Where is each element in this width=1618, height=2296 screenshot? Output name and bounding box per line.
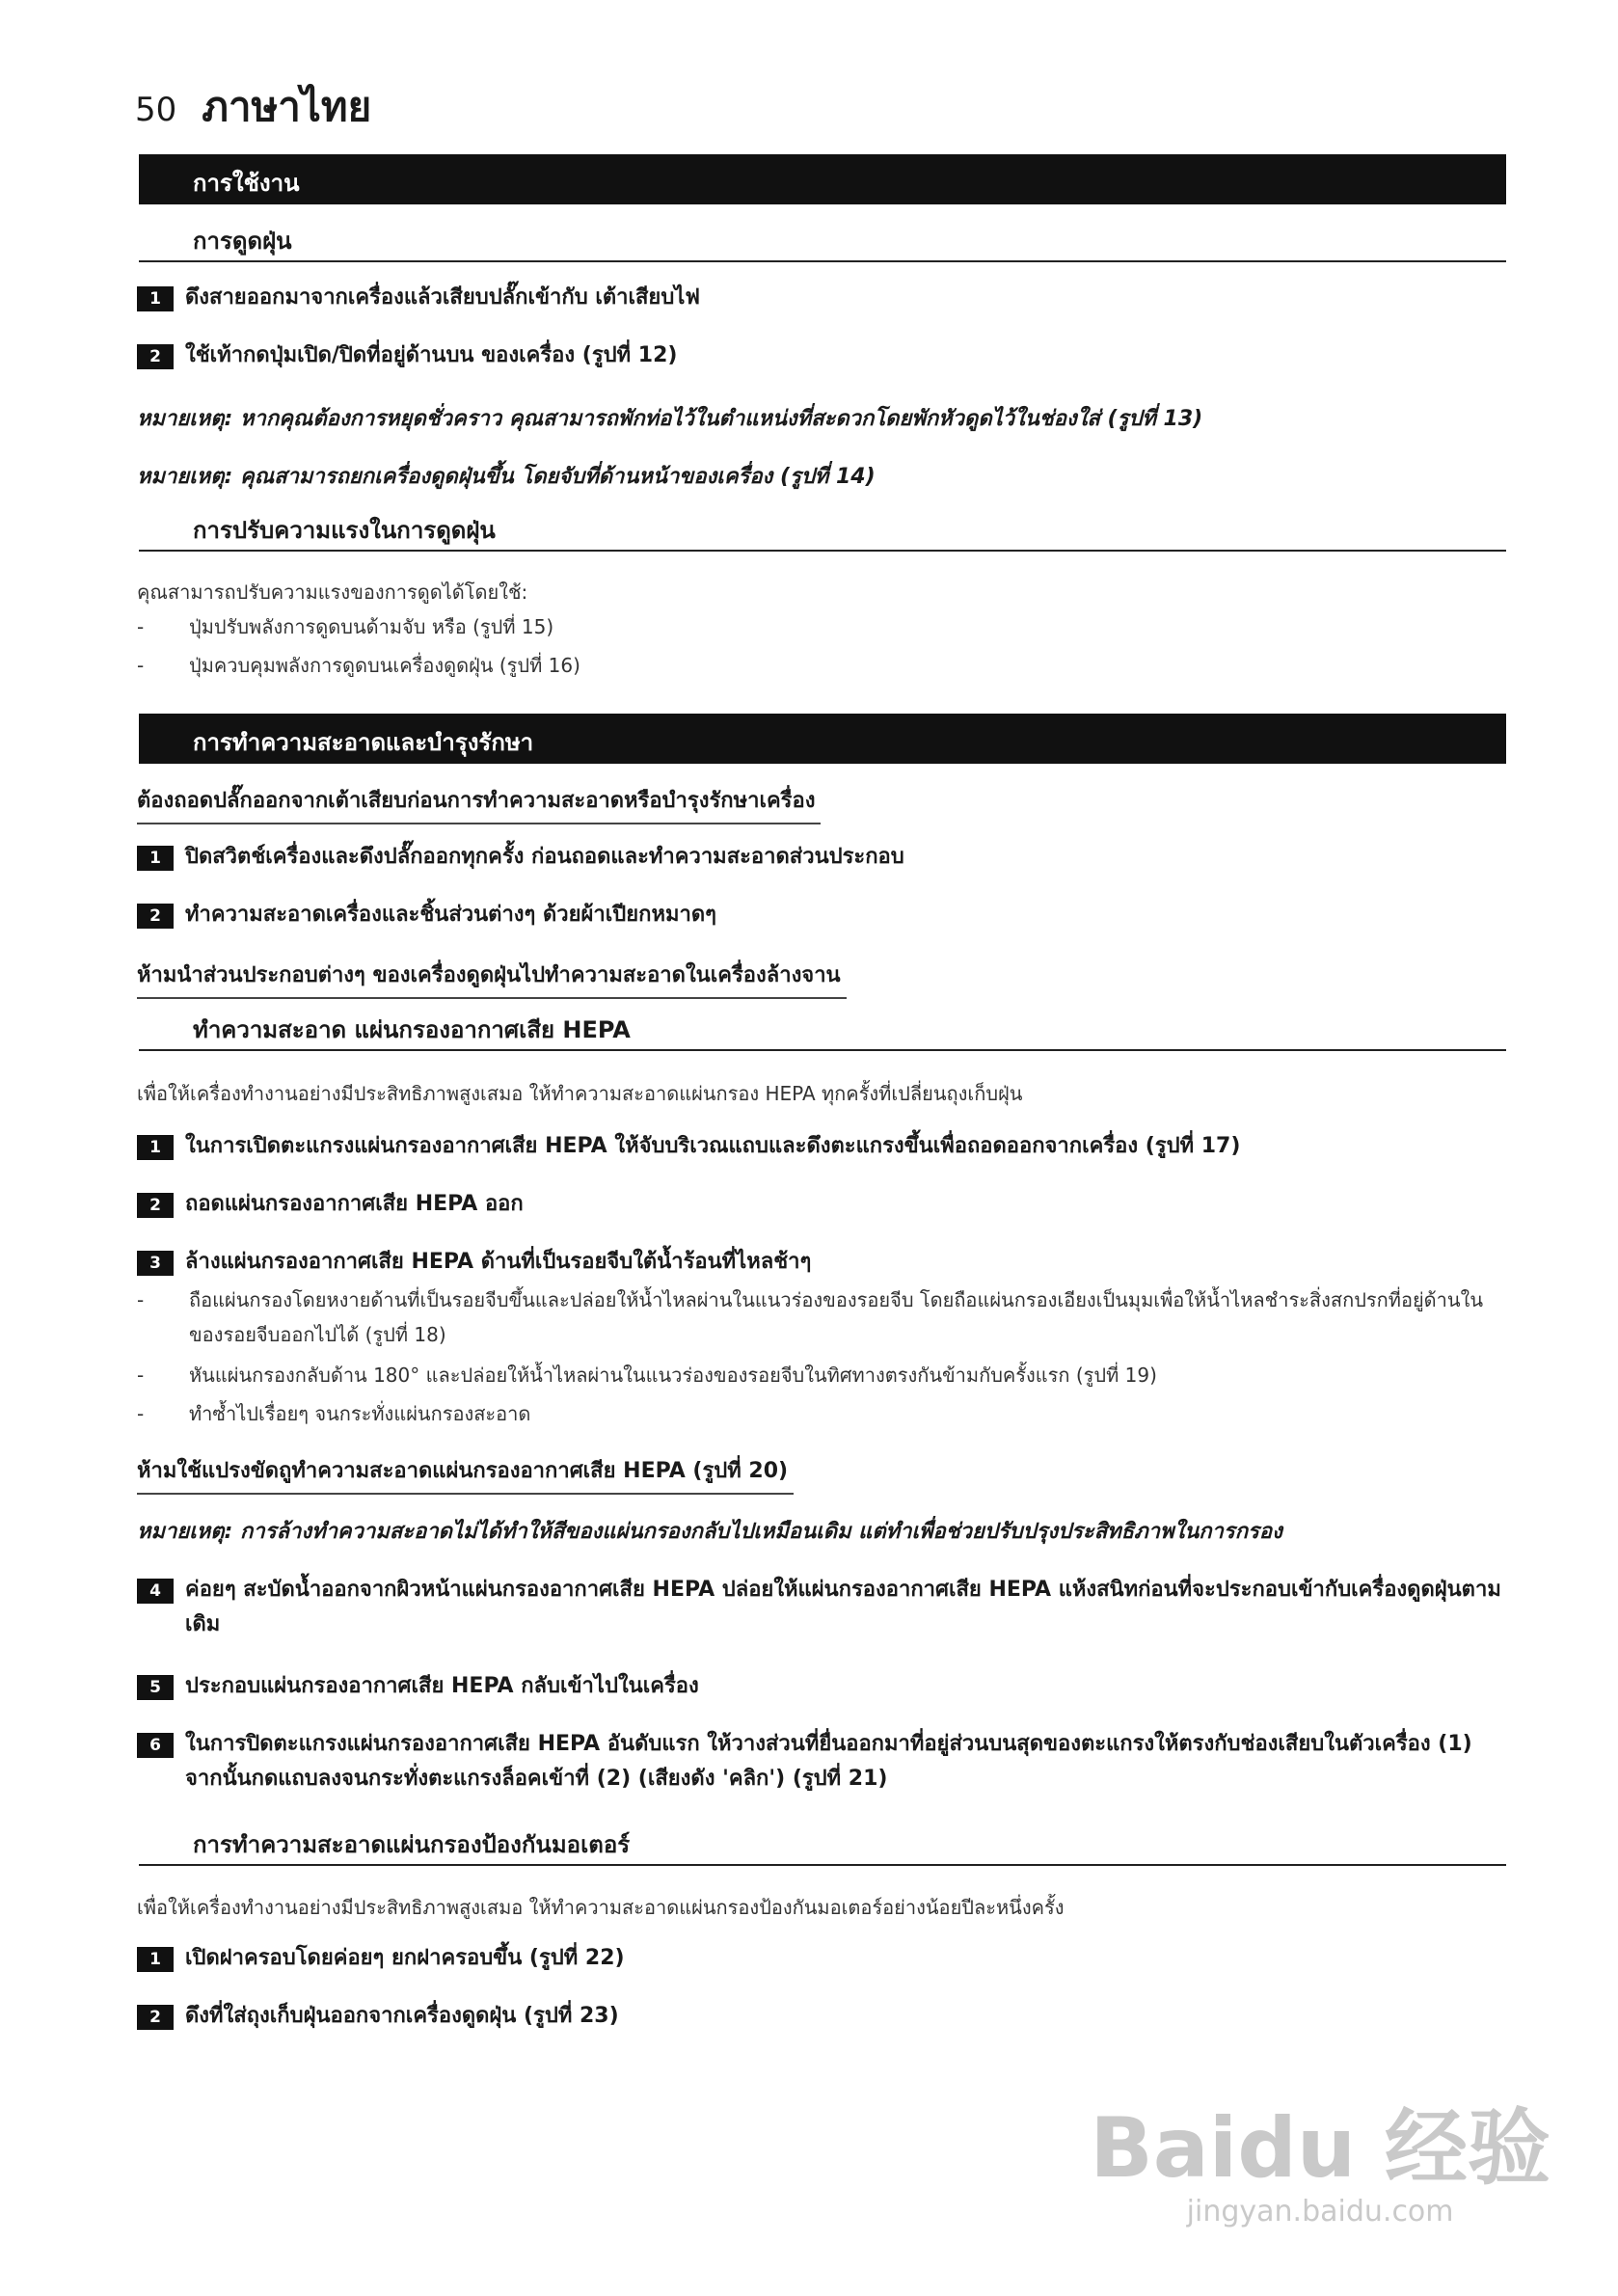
note-text: หมายเหตุ: หากคุณต้องการหยุดชั่วคราว คุณสามารถพักท่อไว้ในตำแหน่งที่สะดวกโดยพักหัวดูดไว้ในช่องใส่ (รูปที่ 13) bbox=[137, 407, 1203, 431]
bullet-dash: - bbox=[137, 615, 145, 638]
step-number: 1 bbox=[137, 1947, 174, 1972]
step-text: ประกอบแผ่นกรองอากาศเสีย HEPA กลับเข้าไปในเครื่อง bbox=[185, 1674, 699, 1698]
step-number: 2 bbox=[137, 2005, 174, 2030]
step-item bbox=[137, 1129, 1516, 1164]
step-item bbox=[137, 1573, 1516, 1642]
step-item bbox=[137, 338, 1516, 373]
bullet-text: ทำซ้ำไปเรื่อยๆ จนกระทั่งแผ่นกรองสะอาด bbox=[189, 1402, 531, 1425]
warning-text: ต้องถอดปลั๊กออกจากเต้าเสียบก่อนการทำความสะอาดหรือบำรุงรักษาเครื่อง bbox=[137, 783, 821, 824]
watermark-url: jingyan.baidu.com bbox=[1186, 2195, 1454, 2228]
bullet-item bbox=[137, 1283, 1506, 1352]
step-number: 1 bbox=[137, 846, 174, 871]
step-text: ปิดสวิตช์เครื่องและดึงปลั๊กออกทุกครั้ง ก่อนถอดและทำความสะอาดส่วนประกอบ bbox=[185, 845, 904, 869]
bullet-text: ถือแผ่นกรองโดยหงายด้านที่เป็นรอยจีบขึ้นและปล่อยให้น้ำไหลผ่านในแนวร่องของรอยจีบ โดยถือแผ่นกรองเอียงเป็นมุมเพื่อให้น้ำไหลชำระสิ่งสกปรกที่อยู่ด้านในของรอยจีบออกไปได้ (รูปที่ 18) bbox=[189, 1288, 1484, 1346]
step-number: 2 bbox=[137, 344, 174, 369]
bullet-text: ปุ่มควบคุมพลังการดูดบนเครื่องดูดฝุ่น (รูปที่ 16) bbox=[189, 654, 580, 677]
bullet-text: ปุ่มปรับพลังการดูดบนด้ามจับ หรือ (รูปที่ 15) bbox=[189, 615, 554, 638]
step-item bbox=[137, 281, 1516, 315]
step-item bbox=[137, 1669, 1516, 1704]
page-number: 50 bbox=[135, 91, 177, 129]
step-number: 5 bbox=[137, 1675, 174, 1700]
step-text: ในการปิดตะแกรงแผ่นกรองอากาศเสีย HEPA อันดับแรก ให้วางส่วนที่ยื่นออกมาที่อยู่ส่วนบนสุดของตะแกรงให้ตรงกับช่องเสียบในตัวเครื่อง (1) จากนั้นกดแถบลงจนกระทั่งตะแกรงล็อคเข้าที่ (2) (เสียงดัง 'คลิก') (รูปที่ 21) bbox=[185, 1732, 1472, 1791]
watermark bbox=[1090, 2081, 1551, 2228]
bullet-text: หันแผ่นกรองกลับด้าน 180° และปล่อยให้น้ำไหลผ่านในแนวร่องของรอยจีบในทิศทางตรงกันข้ามกับครั้งแรก (รูปที่ 19) bbox=[189, 1364, 1157, 1387]
bullet-dash: - bbox=[137, 1402, 145, 1425]
subheading-vacuuming: การดูดฝุ่น bbox=[139, 222, 1506, 262]
step-item bbox=[137, 840, 1516, 875]
bullet-dash: - bbox=[137, 1364, 145, 1387]
section-bar-cleaning: การทำความสะอาดและบำรุงรักษา bbox=[139, 714, 1506, 764]
step-number: 2 bbox=[137, 1193, 174, 1218]
bullet-dash: - bbox=[137, 1288, 145, 1311]
page-header bbox=[135, 75, 371, 139]
step-item bbox=[137, 1999, 1516, 2034]
step-item bbox=[137, 1941, 1516, 1976]
warning-text: ห้ามนำส่วนประกอบต่างๆ ของเครื่องดูดฝุ่นไปทำความสะอาดในเครื่องล้างจาน bbox=[137, 958, 847, 999]
bullet-item bbox=[137, 609, 1506, 644]
step-text: ถอดแผ่นกรองอากาศเสีย HEPA ออก bbox=[185, 1192, 524, 1216]
step-text: ดึงที่ใส่ถุงเก็บฝุ่นออกจากเครื่องดูดฝุ่น (รูปที่ 23) bbox=[185, 2004, 619, 2028]
watermark-logo: Baidu 经验 bbox=[1090, 2100, 1551, 2197]
step-number: 3 bbox=[137, 1251, 174, 1276]
step-text: ใช้เท้ากดปุ่มเปิด/ปิดที่อยู่ด้านบน ของเครื่อง (รูปที่ 12) bbox=[185, 343, 678, 367]
body-text: คุณสามารถปรับความแรงของการดูดได้โดยใช้: bbox=[137, 581, 528, 604]
bullet-item bbox=[137, 1396, 1506, 1431]
body-text: เพื่อให้เครื่องทำงานอย่างมีประสิทธิภาพสูงเสมอ ให้ทำความสะอาดแผ่นกรอง HEPA ทุกครั้งที่เปลี่ยนถุงเก็บฝุ่น bbox=[137, 1082, 1023, 1105]
note-text: หมายเหตุ: การล้างทำความสะอาดไม่ได้ทำให้สีของแผ่นกรองกลับไปเหมือนเดิม แต่ทำเพื่อช่วยปรับปรุงประสิทธิภาพในการกรอง bbox=[137, 1520, 1282, 1544]
step-item bbox=[137, 1245, 1516, 1280]
step-number: 4 bbox=[137, 1579, 174, 1604]
subheading-suction: การปรับความแรงในการดูดฝุ่น bbox=[139, 511, 1506, 552]
step-number: 1 bbox=[137, 1135, 174, 1160]
step-number: 1 bbox=[137, 286, 174, 311]
subheading-motor-filter: การทำความสะอาดแผ่นกรองป้องกันมอเตอร์ bbox=[139, 1825, 1506, 1866]
step-text: ทำความสะอาดเครื่องและชิ้นส่วนต่างๆ ด้วยผ้าเปียกหมาดๆ bbox=[185, 903, 716, 927]
bullet-item bbox=[137, 1358, 1506, 1392]
warning-text: ห้ามใช้แปรงขัดถูทำความสะอาดแผ่นกรองอากาศเสีย HEPA (รูปที่ 20) bbox=[137, 1453, 794, 1495]
subheading-hepa: ทำความสะอาด แผ่นกรองอากาศเสีย HEPA bbox=[139, 1011, 1506, 1051]
step-text: ดึงสายออกมาจากเครื่องแล้วเสียบปลั๊กเข้ากับ เต้าเสียบไฟ bbox=[185, 285, 700, 310]
step-item bbox=[137, 898, 1516, 932]
bullet-dash: - bbox=[137, 654, 145, 677]
step-number: 2 bbox=[137, 904, 174, 929]
bullet-item bbox=[137, 648, 1506, 683]
note-text: หมายเหตุ: คุณสามารถยกเครื่องดูดฝุ่นขึ้น โดยจับที่ด้านหน้าของเครื่อง (รูปที่ 14) bbox=[137, 465, 876, 489]
step-text: ค่อยๆ สะบัดน้ำออกจากผิวหน้าแผ่นกรองอากาศเสีย HEPA ปล่อยให้แผ่นกรองอากาศเสีย HEPA แห้งสนิทก่อนที่จะประกอบเข้ากับเครื่องดูดฝุ่นตามเดิม bbox=[185, 1578, 1501, 1636]
body-text: เพื่อให้เครื่องทำงานอย่างมีประสิทธิภาพสูงเสมอ ให้ทำความสะอาดแผ่นกรองป้องกันมอเตอร์อย่างน้อยปีละหนึ่งครั้ง bbox=[137, 1896, 1065, 1919]
page-title: ภาษาไทย bbox=[202, 83, 372, 130]
step-number: 6 bbox=[137, 1733, 174, 1758]
step-text: เปิดฝาครอบโดยค่อยๆ ยกฝาครอบขึ้น (รูปที่ 22) bbox=[185, 1946, 625, 1970]
step-text: ในการเปิดตะแกรงแผ่นกรองอากาศเสีย HEPA ให้จับบริเวณแถบและดึงตะแกรงขึ้นเพื่อถอดออกจากเครื่อง (รูปที่ 17) bbox=[185, 1134, 1241, 1158]
section-bar-usage: การใช้งาน bbox=[139, 154, 1506, 204]
step-text: ล้างแผ่นกรองอากาศเสีย HEPA ด้านที่เป็นรอยจีบใต้น้ำร้อนที่ไหลช้าๆ bbox=[185, 1250, 812, 1274]
step-item bbox=[137, 1727, 1516, 1796]
step-item bbox=[137, 1187, 1516, 1222]
